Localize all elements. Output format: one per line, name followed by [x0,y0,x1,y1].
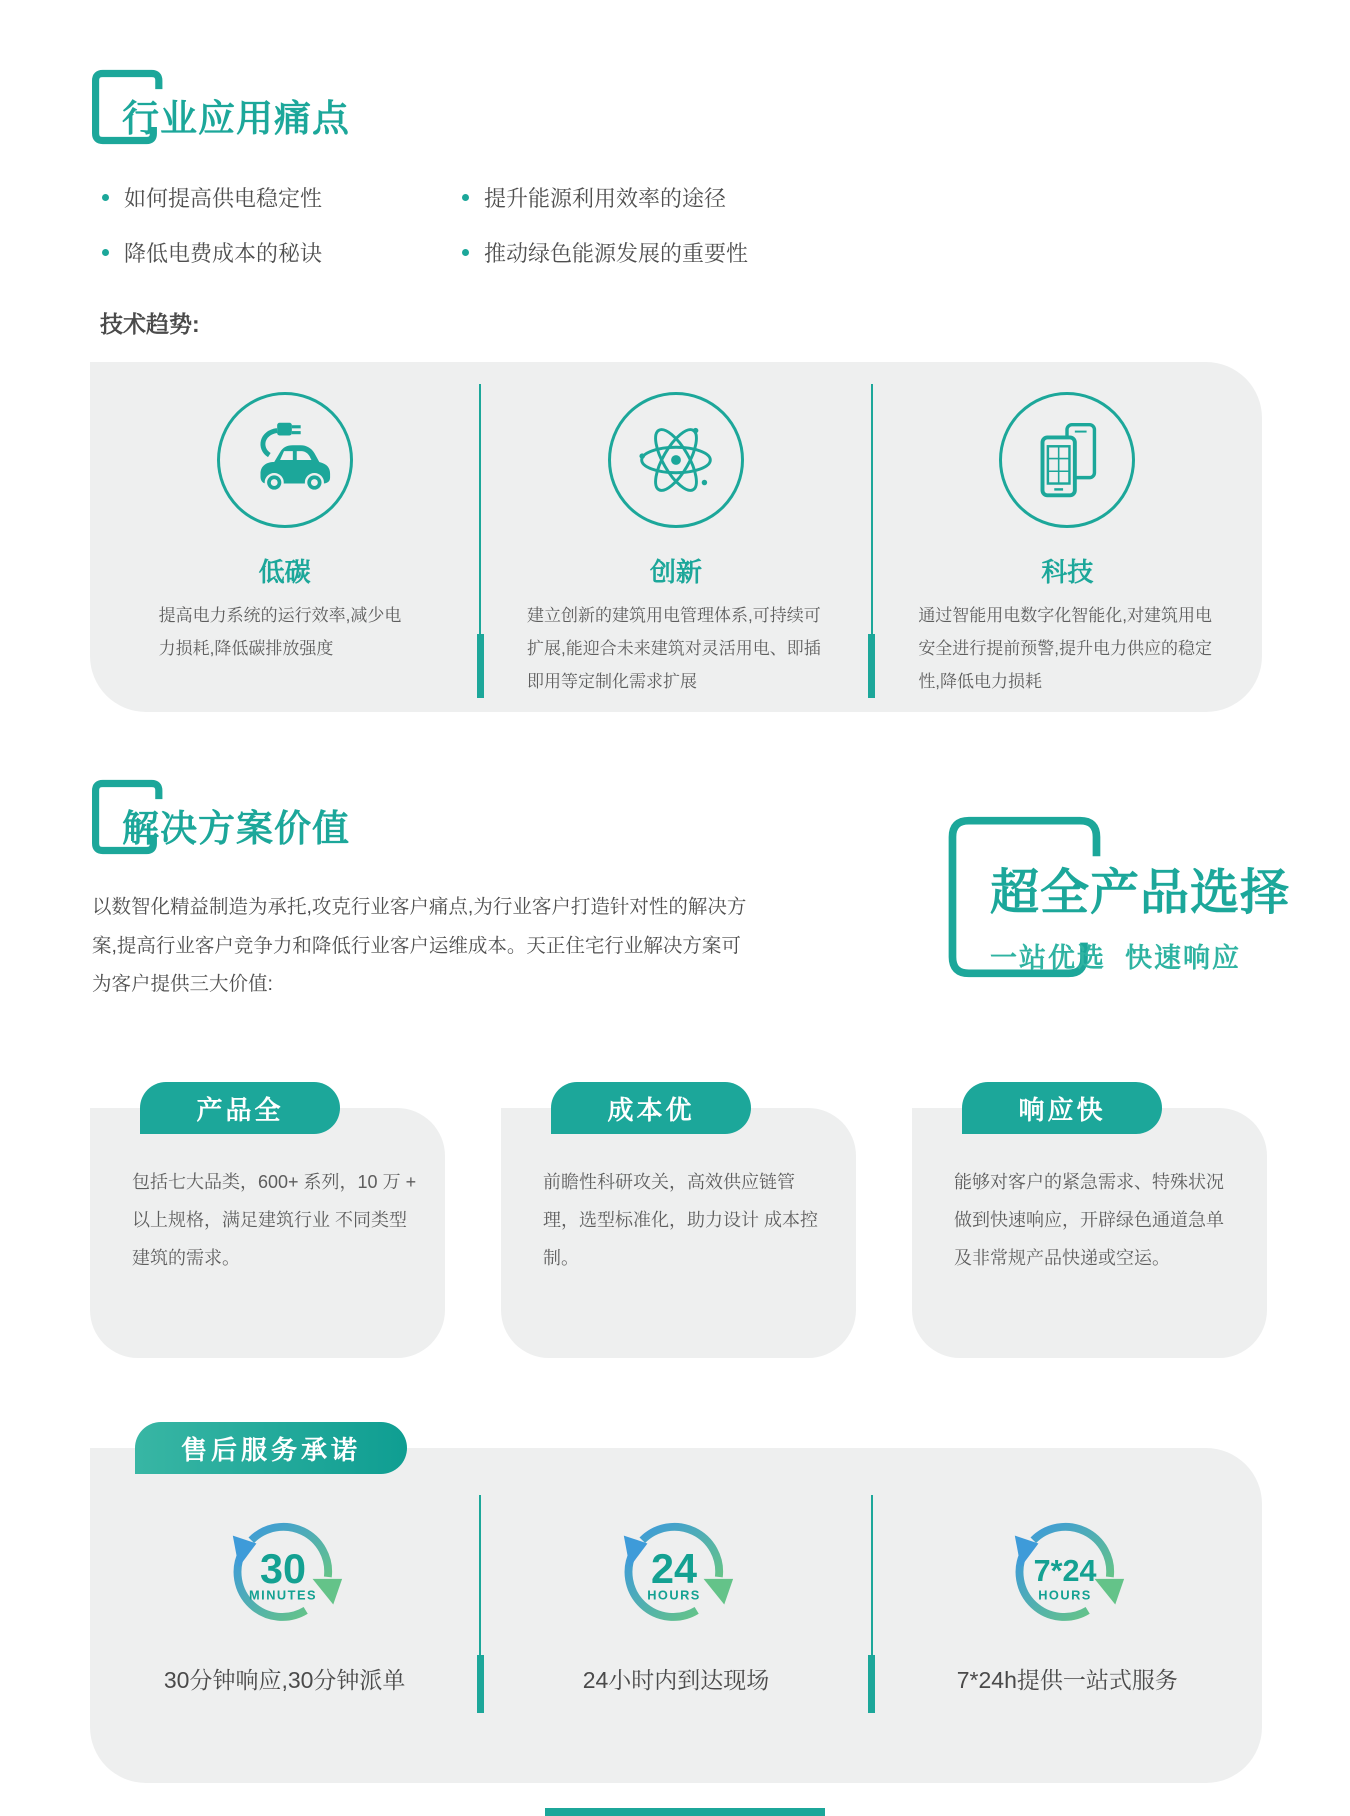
trend-desc: 建立创新的建筑用电管理体系,可持续可扩展,能迎合未来建筑对灵活用电、即插即用等定制化需求扩展 [526,606,821,692]
electric-car-icon [236,411,334,509]
bullet-dot-icon [102,249,109,256]
list-item [102,237,462,268]
icon-number: 7*24 [1033,1553,1097,1588]
value-card-response [912,1082,1267,1358]
vertical-divider [871,1495,873,1713]
list-item [462,182,748,213]
bullet-dot-icon [462,249,469,256]
trends-label: 技术趋势: [100,311,200,337]
value-card-cost [501,1082,856,1358]
pain-point-text: 降低电费成本的秘诀 [124,241,323,266]
service-caption: 24小时内到达现场 [582,1667,770,1693]
smart-devices-icon [1018,411,1116,509]
card-badge: 成本优 [551,1082,751,1134]
trend-title: 低碳 [258,557,311,587]
vertical-divider [479,384,481,698]
trend-card-innovation [481,362,870,712]
icon-number: 30 [259,1545,306,1592]
card-body: 包括七大品类，600+ 系列，10 万 + 以上规格，满足建筑行业 不同类型建筑的需求。 [90,1108,445,1358]
section-value-heading [90,778,650,864]
service-item-7x24 [873,1448,1262,1783]
icon-number: 24 [651,1545,698,1592]
pain-point-text: 推动绿色能源发展的重要性 [484,241,749,266]
trend-desc: 通过智能用电数字化智能化,对建筑用电安全进行提前预警,提升电力供应的稳定性,降低电力损耗 [918,606,1213,692]
card-badge: 响应快 [962,1082,1162,1134]
card-badge: 产品全 [140,1082,340,1134]
pain-points-list [102,182,748,268]
icon-unit: HOURS [647,1587,701,1603]
vertical-divider [479,1495,481,1713]
page-title: 行业应用痛点 [122,98,350,139]
list-item [102,182,462,213]
list-item [462,237,748,268]
service-caption: 7*24h提供一站式服务 [956,1667,1178,1693]
trend-title: 科技 [1041,557,1094,587]
cycle-arrows-icon [1003,1508,1131,1636]
trend-title: 创新 [649,557,702,587]
icon-unit: HOURS [1038,1587,1093,1603]
bullet-dot-icon [462,194,469,201]
atom-icon [627,411,725,509]
tech-trends-panel [90,362,1262,712]
icon-circle [999,392,1135,528]
icon-unit: MINUTES [248,1587,317,1603]
service-badge: 售后服务承诺 [135,1422,407,1474]
promo-block [940,806,1348,1011]
bullet-dot-icon [102,194,109,201]
value-paragraph: 以数智化精益制造为承托,攻克行业客户痛点,为行业客户打造针对性的解决方案,提高行业客户竞争力和降低行业客户运维成本。天正住宅行业解决方案可为客户提供三大价值: [92,896,747,996]
icon-circle [608,392,744,528]
footer-accent-bar [545,1808,825,1816]
service-row [90,1448,1262,1783]
section-pain-heading [90,68,650,154]
pain-point-text: 提升能源利用效率的途径 [484,186,727,211]
service-item-30min [90,1448,479,1783]
service-item-24h [481,1448,870,1783]
trend-card-low-carbon [90,362,479,712]
vertical-divider [871,384,873,698]
value-card-products [90,1082,445,1358]
promo-title: 超全产品选择 [990,866,1291,920]
card-body: 能够对客户的紧急需求、特殊状况做到快速响应，开辟绿色通道急单及非常规产品快递或空运。 [912,1108,1267,1358]
trend-desc: 提高电力系统的运行效率,减少电力损耗,降低碳排放强度 [158,606,402,659]
pain-point-text: 如何提高供电稳定性 [124,186,323,211]
value-cards [90,1082,1265,1358]
card-body: 前瞻性科研攻关，高效供应链管理，选型标准化，助力设计 成本控制。 [501,1108,856,1358]
service-caption: 30分钟响应,30分钟派单 [163,1667,406,1693]
cycle-arrows-icon [221,1508,349,1636]
cycle-arrows-icon [612,1508,740,1636]
trend-card-technology [873,362,1262,712]
icon-circle [217,392,353,528]
service-panel [90,1434,1262,1783]
promo-subtitle: 一站优选 快速响应 [990,943,1242,973]
promo-text [940,806,1348,975]
section-title: 解决方案价值 [122,808,350,849]
